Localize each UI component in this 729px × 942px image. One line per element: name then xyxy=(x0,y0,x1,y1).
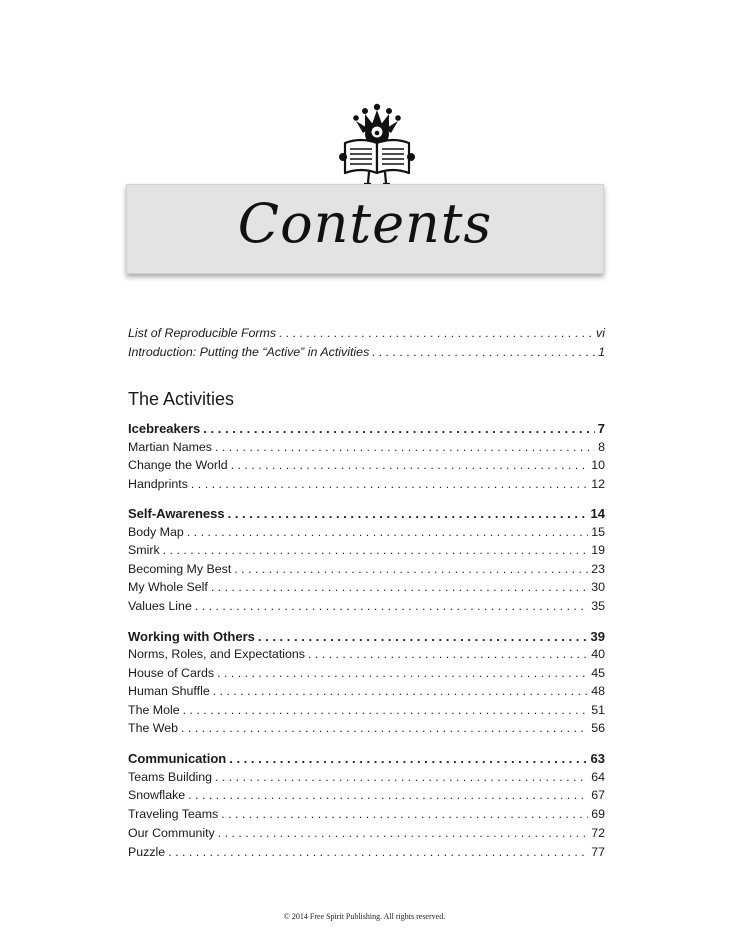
newspaper-reader-icon xyxy=(335,103,419,187)
toc-entry-page: 56 xyxy=(591,721,605,735)
toc-entry[interactable] xyxy=(128,807,605,825)
toc-entry[interactable] xyxy=(128,543,605,561)
toc-entry-label: Introduction: Putting the “Active” in Activities xyxy=(128,345,370,359)
toc-entry-label: Our Community xyxy=(128,826,215,840)
toc-entry[interactable] xyxy=(128,845,605,863)
page-title: Contents xyxy=(237,192,493,255)
toc-section-title: Communication xyxy=(128,751,227,766)
dot-leader xyxy=(372,345,595,359)
toc-entry[interactable] xyxy=(128,647,605,665)
toc-entry-label: My Whole Self xyxy=(128,580,208,594)
toc-entry-label: Smirk xyxy=(128,543,160,557)
toc-section-title: Working with Others xyxy=(128,629,255,644)
toc-entry[interactable] xyxy=(128,684,605,702)
dot-leader xyxy=(203,421,594,436)
dot-leader xyxy=(168,845,588,859)
toc-entry-page: 67 xyxy=(591,788,605,802)
toc-entry-label: Values Line xyxy=(128,599,192,613)
dot-leader xyxy=(231,458,589,472)
dot-leader xyxy=(221,807,588,821)
toc-entry-label: Teams Building xyxy=(128,770,213,784)
dot-leader xyxy=(279,326,593,340)
toc-entry-page: 30 xyxy=(591,580,605,594)
dot-leader xyxy=(218,826,588,840)
toc-entry-page: 72 xyxy=(591,826,605,840)
dot-leader xyxy=(308,647,588,661)
toc-entry-page: 40 xyxy=(591,647,605,661)
toc-section[interactable] xyxy=(128,751,605,769)
toc-entry-page: 77 xyxy=(591,845,605,859)
toc-entry-page: 19 xyxy=(591,543,605,557)
toc-entry-label: Body Map xyxy=(128,525,184,539)
dot-leader xyxy=(215,770,588,784)
contents-banner xyxy=(126,184,604,274)
toc-section[interactable] xyxy=(128,506,605,524)
toc-entry-page: 1 xyxy=(598,345,605,359)
toc-section-page: 39 xyxy=(590,629,605,644)
toc-section-title: Self-Awareness xyxy=(128,506,225,521)
toc-entry-page: 8 xyxy=(598,440,605,454)
toc-entry[interactable] xyxy=(128,826,605,844)
toc-entry-label: Handprints xyxy=(128,477,188,491)
toc-entry-label: Martian Names xyxy=(128,440,213,454)
dot-leader xyxy=(191,477,588,491)
toc-entry[interactable] xyxy=(128,788,605,806)
toc-entry[interactable] xyxy=(128,721,605,739)
toc-entry[interactable] xyxy=(128,562,605,580)
toc-entry-label: The Web xyxy=(128,721,179,735)
toc-entry-page: 48 xyxy=(591,684,605,698)
toc-section-page: 7 xyxy=(597,421,605,436)
dot-leader xyxy=(234,562,588,576)
toc-entry-label: Puzzle xyxy=(128,845,166,859)
toc-entry-label: Snowflake xyxy=(128,788,186,802)
toc-section-page: 14 xyxy=(590,506,605,521)
toc-entry-page: 15 xyxy=(591,525,605,539)
activities-heading: The Activities xyxy=(128,389,235,409)
dot-leader xyxy=(211,580,588,594)
toc-section-page: 63 xyxy=(590,751,605,766)
toc-entry-label: Norms, Roles, and Expectations xyxy=(128,647,305,661)
toc-entry-page: 45 xyxy=(591,666,605,680)
toc-entry[interactable] xyxy=(128,666,605,684)
dot-leader xyxy=(163,543,589,557)
toc-entry[interactable] xyxy=(128,525,605,543)
toc-entry-page: 12 xyxy=(591,477,605,491)
toc-section[interactable] xyxy=(128,629,605,647)
toc-front-entry[interactable] xyxy=(128,345,605,363)
toc-entry-page: 35 xyxy=(591,599,605,613)
toc-entry-page: 23 xyxy=(591,562,605,576)
toc-front-entry[interactable] xyxy=(128,326,605,344)
dot-leader xyxy=(213,684,588,698)
toc-entry-page: 10 xyxy=(591,458,605,472)
copyright-footer: © 2014 Free Spirit Publishing. All rights reserved. xyxy=(283,912,446,921)
toc-entry[interactable] xyxy=(128,477,605,495)
toc-section-title: Icebreakers xyxy=(128,421,201,436)
toc-entry-label: Change the World xyxy=(128,458,228,472)
toc-section[interactable] xyxy=(128,421,605,439)
toc-entry[interactable] xyxy=(128,580,605,598)
toc-entry-label: Human Shuffle xyxy=(128,684,210,698)
dot-leader xyxy=(258,629,588,644)
toc-entry[interactable] xyxy=(128,458,605,476)
dot-leader xyxy=(188,788,588,802)
toc-entry-label: Becoming My Best xyxy=(128,562,232,576)
dot-leader xyxy=(217,666,588,680)
dot-leader xyxy=(181,721,588,735)
toc-entry[interactable] xyxy=(128,599,605,617)
toc-entry[interactable] xyxy=(128,770,605,788)
toc-entry-page: 64 xyxy=(591,770,605,784)
toc-entry[interactable] xyxy=(128,440,605,458)
dot-leader xyxy=(183,703,589,717)
toc-entry-label: List of Reproducible Forms xyxy=(128,326,277,340)
toc-entry-page: 69 xyxy=(591,807,605,821)
toc-entry[interactable] xyxy=(128,703,605,721)
toc-entry-page: vi xyxy=(596,326,605,340)
dot-leader xyxy=(229,751,587,766)
dot-leader xyxy=(195,599,588,613)
dot-leader xyxy=(215,440,595,454)
toc-entry-page: 51 xyxy=(591,703,605,717)
toc-entry-label: House of Cards xyxy=(128,666,215,680)
toc-entry-label: The Mole xyxy=(128,703,180,717)
toc-entry-label: Traveling Teams xyxy=(128,807,219,821)
dot-leader xyxy=(228,506,588,521)
dot-leader xyxy=(187,525,588,539)
